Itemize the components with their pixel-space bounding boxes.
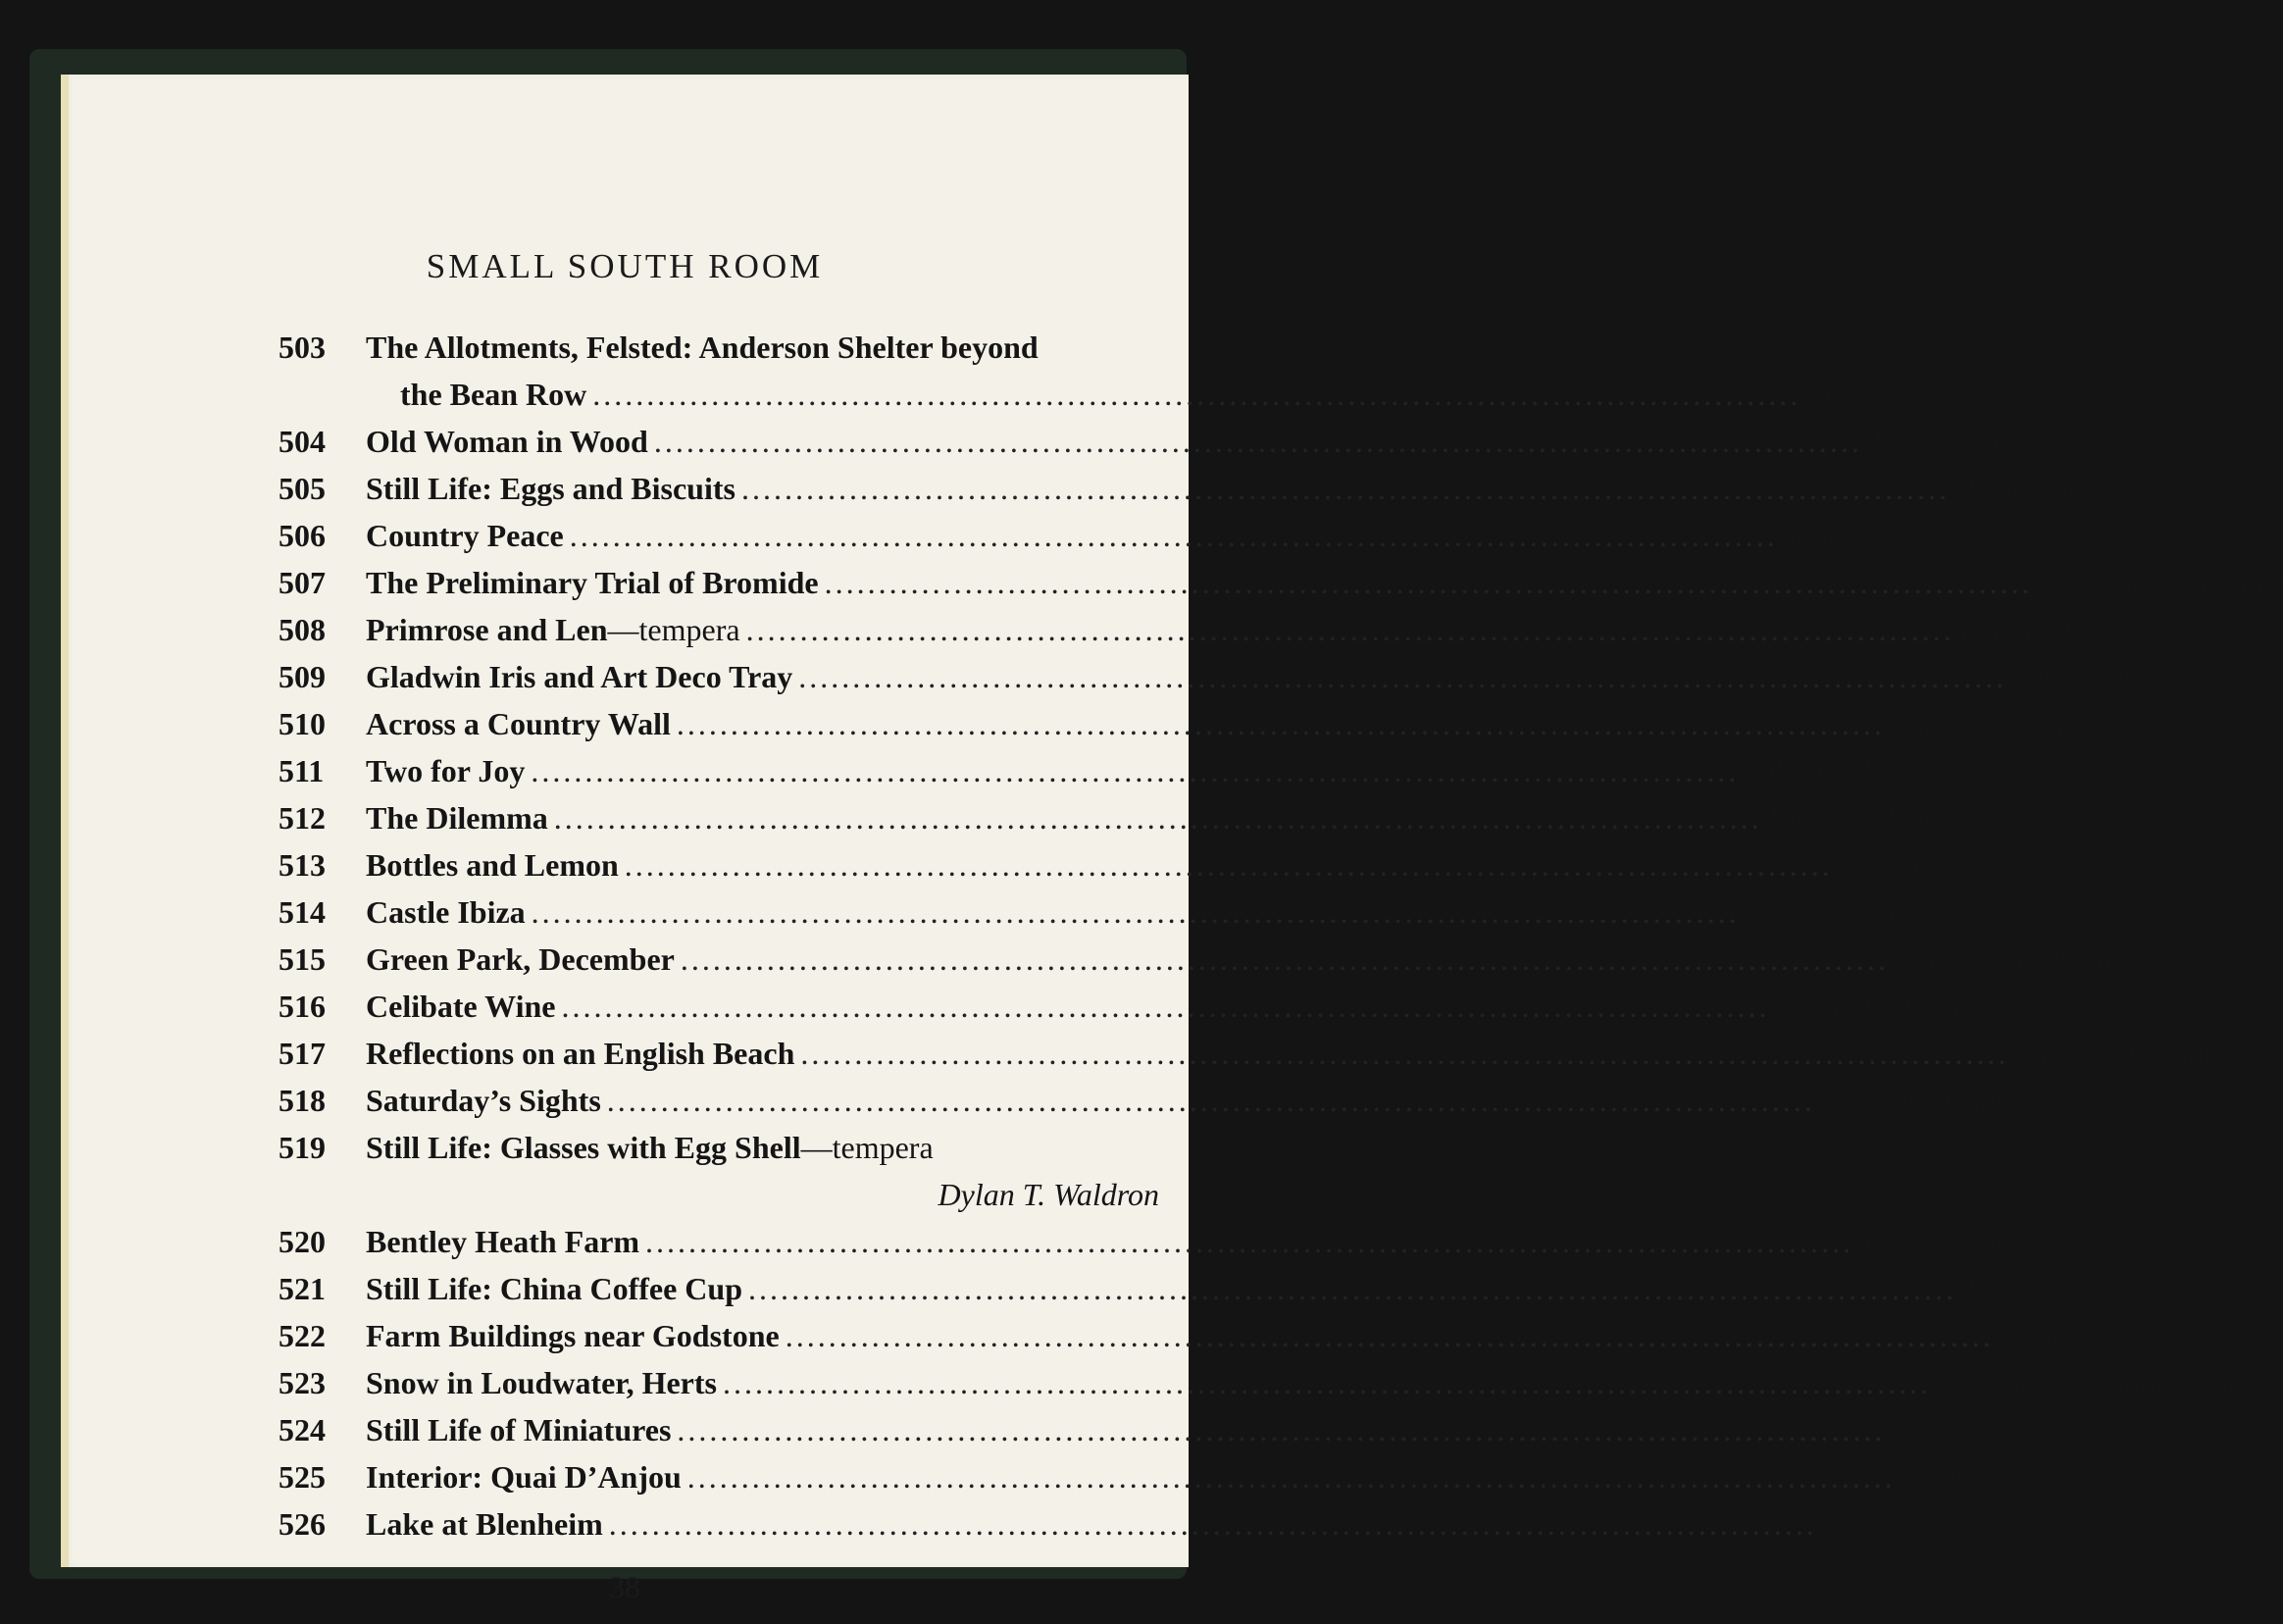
leader-dots [786,1312,1994,1359]
entry-artist: Bridget Baker [1959,612,2137,647]
entry-artist: Jean Cawood [1867,424,2040,459]
leader-dots [654,418,1862,465]
entry-artist: Thomas Deakins [1806,377,2017,412]
entry-artist: Joachim Krüger [1783,518,1989,553]
entry-title [366,983,555,1030]
leader-dots [531,747,1739,794]
entry-title-text: Celibate Wine [366,989,556,1024]
entry-artist: James M. Grainger [2038,565,2283,600]
entry-title-text: Lake at Blenheim [366,1506,603,1542]
entry-title-line1: The Allotments, Felsted: Anderson Shelter beyond [366,330,1039,365]
entry-artist: Thomas J. Coates [2014,1036,2239,1071]
catalogue-entry [61,888,1947,936]
leader-dots [825,559,2033,606]
catalogue-entry [61,1312,2156,1359]
entry-number: 513 [279,847,326,883]
leader-dots [746,606,1954,653]
entry-number: 524 [279,1412,326,1447]
entry-artist: Andrew M. Pringle [1894,941,2135,977]
entry-title [366,1453,682,1500]
entry-medium: —tempera [607,612,740,647]
leader-dots [741,465,1950,512]
catalogue-entry [61,1359,2264,1406]
entry-title-text: Gladwin Iris and Art Deco Tray [366,659,793,694]
catalogue-entry [61,1265,2135,1312]
entry-number: 510 [279,706,326,741]
entry-artist: Anne Kendall [1838,847,2010,883]
catalogue-page [61,75,2283,1604]
entry-title [366,1406,671,1453]
entry-title-text: The Dilemma [366,800,548,836]
catalogue-entry [61,606,2137,653]
entry-title-text: Still Life: Eggs and Biscuits [366,471,736,506]
entry-number: 503 [279,330,326,365]
leader-dots [554,794,1762,841]
entry-artist: Kathleen L. Wigglesworth [1936,1365,2264,1400]
page-edge [61,75,69,1567]
entry-artist: Dylan T. Waldron [938,1177,1159,1212]
entry-title [366,1500,603,1548]
entry-title [366,747,525,794]
catalogue-entry [61,747,1951,794]
entry-title-text: Country Peace [366,518,564,553]
entry-number: 526 [279,1506,326,1542]
catalogue-entry [61,936,2135,983]
leader-dots [687,1453,1896,1500]
catalogue-entry [61,559,2283,606]
catalogue-entry [61,841,2010,888]
entry-number: 517 [279,1036,326,1071]
catalogue-entry [61,465,2110,512]
entry-number: 516 [279,989,326,1024]
leader-dots [798,653,2006,700]
catalogue-entry [61,418,2040,465]
entry-artist: Michael J. Miller [1890,706,2109,741]
entry-number: 520 [279,1224,326,1259]
entry-title [366,512,564,559]
entry-title [366,1030,794,1077]
entry-number: 505 [279,471,326,506]
catalogue-entry [61,700,2109,747]
leader-dots [677,700,1885,747]
entry-artist: Joyce Seddon [1962,1271,2135,1306]
entry-number: 515 [279,941,326,977]
entry-title-text: Primrose and Len [366,612,608,647]
entry-title-text: Saturday’s Sights [366,1083,601,1118]
entry-title-text: The Preliminary Trial of Bromide [366,565,819,600]
entry-title-text: the Bean Row [400,377,587,412]
entry-number: 523 [279,1365,326,1400]
catalogue-entry [61,983,1984,1030]
entry-list [61,324,2283,1548]
page-heading: SMALL SOUTH ROOM [426,247,824,285]
entry-artist: Charles Debenham [1820,1083,2064,1118]
entry-title-text: Bentley Heath Farm [366,1224,640,1259]
catalogue-entry [61,512,1989,559]
catalogue-entry [61,1218,2046,1265]
entry-number: 518 [279,1083,326,1118]
entry-title-text: Old Woman in Wood [366,424,648,459]
entry-title-text: Snow in Loudwater, Herts [366,1365,717,1400]
leader-dots [532,888,1740,936]
entry-artist: Jeanne Holder [1859,1224,2046,1259]
entry-title-text: Interior: Quai D’Anjou [366,1459,682,1495]
catalogue-entry [61,794,1934,841]
entry-title [366,1312,780,1359]
leader-dots [748,1265,1956,1312]
entry-title [366,888,526,936]
page-number: 38 [609,1569,640,1604]
entry-number: 525 [279,1459,326,1495]
entry-artist: Gabrielle Moore [1901,1459,2112,1495]
entry-artist: Peggy E. Gedye [1745,894,1947,930]
entry-title [366,1218,639,1265]
entry-artist: John B. Hiscock [1745,753,1951,788]
entry-title-text: Two for Joy [366,753,526,788]
catalogue-entry [61,1406,2037,1453]
entry-title [366,465,736,512]
catalogue-entry [61,1500,2023,1548]
entry-title-text: Green Park, December [366,941,675,977]
entry-title-text: Still Life: Glasses with Egg Shell [366,1130,801,1165]
leader-dots [607,1077,1815,1124]
leader-dots [645,1218,1853,1265]
entry-title [366,936,675,983]
entry-number: 522 [279,1318,326,1353]
catalogue-entry [61,1030,2239,1077]
entry-title-text: Farm Buildings near Godstone [366,1318,780,1353]
leader-dots [625,841,1833,888]
entry-title-text: Bottles and Lemon [366,847,619,883]
leader-dots [723,1359,1931,1406]
leader-dots [561,983,1769,1030]
entry-artist: Edna Bizon [1891,1412,2037,1447]
entry-title [366,700,671,747]
entry-number: 506 [279,518,326,553]
catalogue-entry [61,324,2017,418]
entry-title-text: Still Life: China Coffee Cup [366,1271,742,1306]
entry-title-text: Still Life of Miniatures [366,1412,672,1447]
entry-medium: —tempera [800,1130,934,1165]
leader-dots [609,1500,1817,1548]
entry-title [366,418,648,465]
entry-title-text: Castle Ibiza [366,894,526,930]
entry-title [366,653,792,700]
entry-number: 511 [279,753,325,788]
entry-number: 512 [279,800,326,836]
leader-dots [677,1406,1885,1453]
leader-dots [570,512,1778,559]
entry-artist: John Morley [2012,659,2172,694]
entry-artist: Joyce A. O’Shea [1775,989,1984,1024]
entry-artist: Denis Lucas [1999,1318,2156,1353]
entry-title [400,371,586,418]
entry-title [366,794,548,841]
entry-artist: Richard Bent [1767,800,1934,836]
entry-number: 519 [279,1130,326,1165]
entry-title-text: Reflections on an English Beach [366,1036,795,1071]
leader-dots [800,1030,2008,1077]
catalogue-entry [61,653,2172,700]
entry-artist: Anthony Morris [1822,1506,2023,1542]
leader-dots [681,936,1889,983]
entry-artist: Pamela Kay [1954,471,2110,506]
entry-number: 509 [279,659,326,694]
entry-number: 514 [279,894,326,930]
entry-title [366,1124,934,1171]
entry-title [366,1265,742,1312]
leader-dots [592,371,1801,418]
entry-title [366,841,619,888]
entry-number: 507 [279,565,326,600]
catalogue-entry [61,1453,2112,1500]
entry-number: 504 [279,424,326,459]
catalogue-entry [61,1124,1189,1218]
entry-title [366,559,819,606]
entry-title-text: Across a Country Wall [366,706,671,741]
catalogue-entry [61,1077,2064,1124]
entry-title [366,1077,601,1124]
entry-title [366,1359,717,1406]
entry-title [366,606,740,653]
entry-number: 521 [279,1271,326,1306]
entry-number: 508 [279,612,326,647]
